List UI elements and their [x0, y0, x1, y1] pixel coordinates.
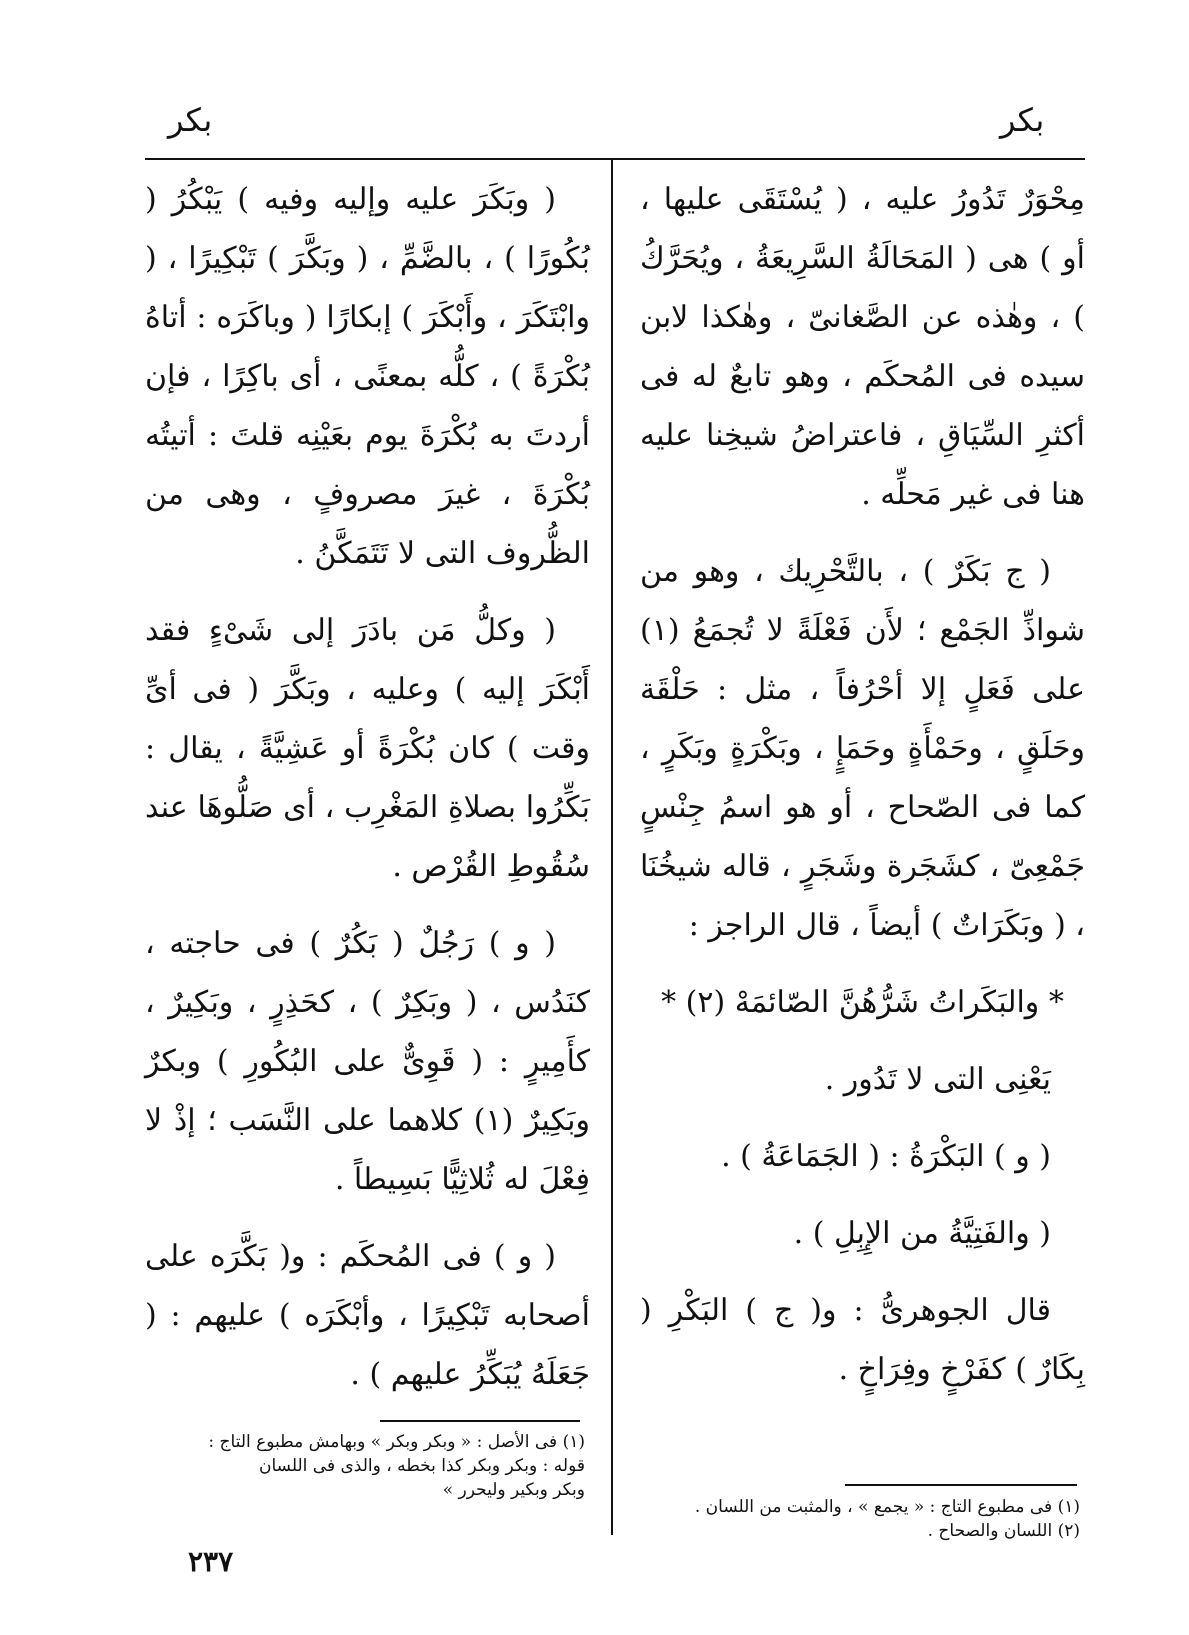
footnote-left-line-1: (١) فى الأصل : « وبكر وبكر » وبهامش مطبوع التاج :: [208, 1432, 585, 1452]
verse-line: * والبَكَراتُ شَرُّهُنَّ الصّائمَهْ (٢) *: [661, 985, 1064, 1020]
right-paragraph-2: ( ج بَكَرٌ ) ، بالتَّحْرِيك ، وهو من شواذِّ الجَمْع ؛ لأَن فَعْلَةً لا تُجمَعُ (١) على فَعَلٍ إلا أحْرُفاً ، مثل : حَلْقَة وحَلَقٍ ، وحَمْأَةٍ وحَمَإٍ ، وبَكْرَةٍ وبَكَرٍ ، كما فى الصّحاح ، أو هو اسمُ جِنْسٍ جَمْعِىّ ، كشَجَرة وشَجَرٍ ، قاله شيخُنَا ، ( وبَكَرَاتٌ ) أيضاً ، قال الراجز :: [640, 554, 1086, 943]
right-column: [640, 170, 1085, 1417]
footnote-left-line-2: قوله : وبكر وبكر كذا بخطه ، والذى فى اللسان: [259, 1456, 585, 1476]
footnote-right-line-2: (٢) اللسان والصحاح .: [927, 1521, 1080, 1541]
left-paragraph-4: ( و ) فى المُحكَم : و( بَكَّرَه على أصحابه تَبْكِيرًا ، وأبْكَرَه ) عليهم : ( جَعَلَهُ يُبَكِّرُ عليهم ) .: [145, 1239, 590, 1392]
footnote-left-line-3: وبكر وبكير وليحرر »: [442, 1480, 585, 1500]
right-paragraph-1: مِحْوَرٌ تَدُورُ عليه ، ( يُسْتَقَى عليها ، أو ) هى ( المَحَالَةُ السَّرِيعَةُ ، ويُحَرَّكُ ) ، وهٰذه عن الصَّغانىّ ، وهٰكذا لابن سيده فى المُحكَم ، وهو تابعٌ له فى أكثرِ السِّيَاقِ ، فاعتراضُ شيخِنا عليه هنا فى غير مَحلِّه .: [640, 182, 1085, 512]
footnote-rule-left: [380, 1420, 580, 1422]
running-header-right: بكر: [1000, 101, 1045, 139]
page-number: ٢٣٧: [188, 1545, 234, 1578]
header-rule: [145, 158, 1085, 160]
right-final-paragraph: قال الجوهرىُّ : و( ج ) البَكْرِ ( بِكَارٌ ) كفَرْخٍ وفِرَاخٍ .: [640, 1293, 1085, 1387]
running-header-left: بكر: [168, 101, 213, 139]
right-line-camel: ( والفَتِيَّةُ من الإِبِلِ ) .: [793, 1216, 1051, 1251]
left-paragraph-1: ( وبَكَرَ عليه وإليه وفيه ) يَبْكُرُ ( بُكُورًا ) ، بالضَّمِّ ، ( وبَكَّرَ ) تَبْكِيرًا ، ( وابْتَكَرَ ، وأَبْكَرَ ) إبكارًا ( وباكَرَه : أتاهُ بُكْرَةً ) ، كلُّه بمعنًى ، أى باكِرًا ، فإن أردتَ به بُكْرَةَ يوم بعَيْنِه قلتَ : أتيتُه بُكْرَةَ ، غيرَ مصروفٍ ، وهى من الظُّروف التى لا تَتَمَكَّنُ .: [145, 182, 590, 571]
right-line-explanation: يَعْنِى التى لا تَدُور .: [824, 1062, 1051, 1097]
footnotes-left: [150, 1430, 585, 1502]
footnotes-right: [650, 1495, 1080, 1543]
column-divider: [611, 160, 613, 1535]
left-paragraph-2: ( وكلُّ مَن بادَرَ إلى شَىْءٍ فقد أَبْكَرَ إليه ) وعليه ، وبَكَّرَ ( فى أىِّ وقت ) كان بُكْرَةً أو عَشِيَّةً ، يقال : بَكِّرُوا بصلاةِ المَغْرِب ، أى صَلُّوهَا عند سُقُوطِ القُرْص .: [145, 613, 590, 884]
footnote-rule-right: [845, 1484, 1077, 1486]
footnote-right-line-1: (١) فى مطبوع التاج : « يجمع » ، والمثبت من اللسان .: [694, 1497, 1080, 1517]
left-column: [145, 170, 590, 1422]
left-paragraph-3: ( و ) رَجُلٌ ( بَكُرٌ ) فى حاجته ، كنَدُس ، ( وبَكِرٌ ) ، كحَذِرٍ ، وبَكِيرٌ ، كأَمِيرٍ : ( قَوِىٌّ على البُكُورِ ) وبكرٌ وبَكِيرٌ (١) كلاهما على النَّسَب ؛ إذْ لا فِعْلَ له ثُلاثِيًّا بَسِيطاً .: [145, 926, 590, 1197]
right-line-definition: ( و ) البَكْرَةُ : ( الجَمَاعَةُ ) .: [721, 1139, 1051, 1174]
